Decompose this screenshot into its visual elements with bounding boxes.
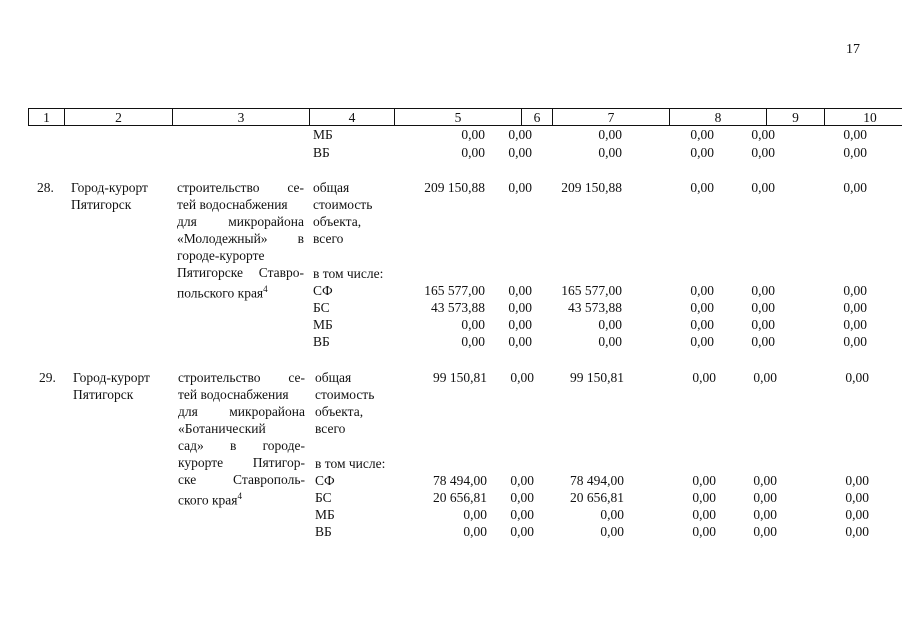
total-cost-label: объекта, (313, 214, 362, 229)
fund-label: БС (315, 490, 332, 505)
total-cost-label: всего (315, 421, 346, 436)
entry-number: 28. (37, 180, 54, 195)
value-col6: 0,00 (510, 507, 534, 522)
page-number: 17 (846, 42, 860, 57)
value-col10: 0,00 (843, 334, 867, 349)
column-header-row (28, 108, 902, 126)
value-col9: 0,00 (753, 507, 777, 522)
fund-label: МБ (313, 317, 333, 332)
total-col6: 0,00 (508, 180, 532, 195)
entry-description-text: ского края (178, 492, 238, 508)
entry-city-line: Пятигорск (73, 387, 134, 402)
value-col5: 0,00 (463, 524, 487, 539)
entry-description-line (178, 488, 242, 509)
fund-label: ВБ (315, 524, 332, 539)
value-col8: 0,00 (692, 473, 716, 488)
entry-number: 29. (39, 370, 56, 385)
value-col9: 0,00 (751, 300, 775, 315)
including-label: в том числе: (315, 456, 386, 471)
entry-description-line (177, 281, 268, 302)
value-col5: 0,00 (461, 145, 485, 160)
value-col9: 0,00 (751, 145, 775, 160)
value-col5: 0,00 (461, 334, 485, 349)
value-col8: 0,00 (692, 524, 716, 539)
value-col6: 0,00 (510, 524, 534, 539)
column-header-2: 2 (65, 109, 173, 126)
total-cost-label: общая (313, 180, 350, 195)
value-col10: 0,00 (845, 524, 869, 539)
value-col6: 0,00 (508, 127, 532, 142)
value-col5: 165 577,00 (424, 283, 485, 298)
entry-description-line: тей водоснабжения (177, 197, 288, 212)
value-col6: 0,00 (508, 283, 532, 298)
value-col6: 0,00 (508, 334, 532, 349)
value-col5: 0,00 (461, 127, 485, 142)
value-col10: 0,00 (843, 300, 867, 315)
value-col7: 0,00 (598, 334, 622, 349)
value-col5: 0,00 (463, 507, 487, 522)
entry-description-line: «Ботанический (178, 421, 266, 436)
value-col10: 0,00 (843, 145, 867, 160)
value-col8: 0,00 (690, 127, 714, 142)
total-col7: 99 150,81 (570, 370, 624, 385)
total-col10: 0,00 (845, 370, 869, 385)
total-cost-label: всего (313, 231, 344, 246)
column-header-9: 9 (767, 109, 825, 126)
fund-label: ВБ (313, 145, 330, 160)
value-col6: 0,00 (508, 145, 532, 160)
value-col8: 0,00 (690, 334, 714, 349)
value-col7: 78 494,00 (570, 473, 624, 488)
value-col10: 0,00 (845, 473, 869, 488)
entry-description-line: ске Ставрополь- (178, 472, 305, 487)
value-col6: 0,00 (508, 317, 532, 332)
entry-description-line: сад» в городе- (178, 438, 305, 453)
value-col10: 0,00 (843, 317, 867, 332)
value-col8: 0,00 (692, 490, 716, 505)
column-header-10: 10 (825, 109, 902, 126)
value-col6: 0,00 (508, 300, 532, 315)
value-col8: 0,00 (692, 507, 716, 522)
value-col9: 0,00 (753, 524, 777, 539)
total-cost-label: стоимость (315, 387, 375, 402)
including-label: в том числе: (313, 266, 384, 281)
value-col5: 0,00 (461, 317, 485, 332)
entry-description-text: польского края (177, 285, 264, 301)
fund-label: ВБ (313, 334, 330, 349)
total-col8: 0,00 (690, 180, 714, 195)
fund-label: СФ (313, 283, 333, 298)
value-col10: 0,00 (845, 490, 869, 505)
total-col8: 0,00 (692, 370, 716, 385)
entry-description-line: для микрорайона (178, 404, 305, 419)
value-col7: 0,00 (600, 507, 624, 522)
total-col7: 209 150,88 (561, 180, 622, 195)
value-col7: 165 577,00 (561, 283, 622, 298)
total-col5: 99 150,81 (433, 370, 487, 385)
value-col7: 43 573,88 (568, 300, 622, 315)
column-header-1: 1 (29, 109, 65, 126)
total-col5: 209 150,88 (424, 180, 485, 195)
value-col6: 0,00 (510, 490, 534, 505)
value-col7: 20 656,81 (570, 490, 624, 505)
value-col9: 0,00 (751, 127, 775, 142)
value-col7: 0,00 (598, 127, 622, 142)
total-col10: 0,00 (843, 180, 867, 195)
total-cost-label: стоимость (313, 197, 373, 212)
value-col7: 0,00 (600, 524, 624, 539)
fund-label: БС (313, 300, 330, 315)
value-col7: 0,00 (598, 145, 622, 160)
column-header-3: 3 (173, 109, 310, 126)
entry-description-line: строительство се- (178, 370, 305, 385)
total-cost-label: общая (315, 370, 352, 385)
value-col5: 78 494,00 (433, 473, 487, 488)
value-col9: 0,00 (751, 334, 775, 349)
column-header-5: 5 (395, 109, 522, 126)
footnote-marker: 4 (263, 284, 268, 294)
entry-description-line: строительство се- (177, 180, 304, 195)
total-col9: 0,00 (751, 180, 775, 195)
value-col9: 0,00 (751, 283, 775, 298)
column-header-8: 8 (670, 109, 767, 126)
entry-description-line: для микрорайона (177, 214, 304, 229)
value-col9: 0,00 (753, 473, 777, 488)
total-col9: 0,00 (753, 370, 777, 385)
value-col8: 0,00 (690, 145, 714, 160)
value-col10: 0,00 (843, 127, 867, 142)
entry-city-line: Город-курорт (71, 180, 148, 195)
column-header-7: 7 (553, 109, 670, 126)
value-col8: 0,00 (690, 283, 714, 298)
entry-description-line: городе-курорте (177, 248, 265, 263)
value-col9: 0,00 (751, 317, 775, 332)
fund-label: СФ (315, 473, 335, 488)
value-col10: 0,00 (843, 283, 867, 298)
entry-description-line: «Молодежный» в (177, 231, 304, 246)
column-header-4: 4 (310, 109, 395, 126)
entry-description-line: курорте Пятигор- (178, 455, 305, 470)
value-col8: 0,00 (690, 317, 714, 332)
column-header-6: 6 (522, 109, 553, 126)
value-col10: 0,00 (845, 507, 869, 522)
fund-label: МБ (315, 507, 335, 522)
value-col9: 0,00 (753, 490, 777, 505)
entry-description-line: Пятигорске Ставро- (177, 265, 304, 280)
value-col5: 20 656,81 (433, 490, 487, 505)
entry-description-line: тей водоснабжения (178, 387, 289, 402)
value-col7: 0,00 (598, 317, 622, 332)
entry-city-line: Город-курорт (73, 370, 150, 385)
total-cost-label: объекта, (315, 404, 364, 419)
entry-city-line: Пятигорск (71, 197, 132, 212)
value-col8: 0,00 (690, 300, 714, 315)
footnote-marker: 4 (237, 491, 242, 501)
total-col6: 0,00 (510, 370, 534, 385)
value-col5: 43 573,88 (431, 300, 485, 315)
value-col6: 0,00 (510, 473, 534, 488)
fund-label: МБ (313, 127, 333, 142)
